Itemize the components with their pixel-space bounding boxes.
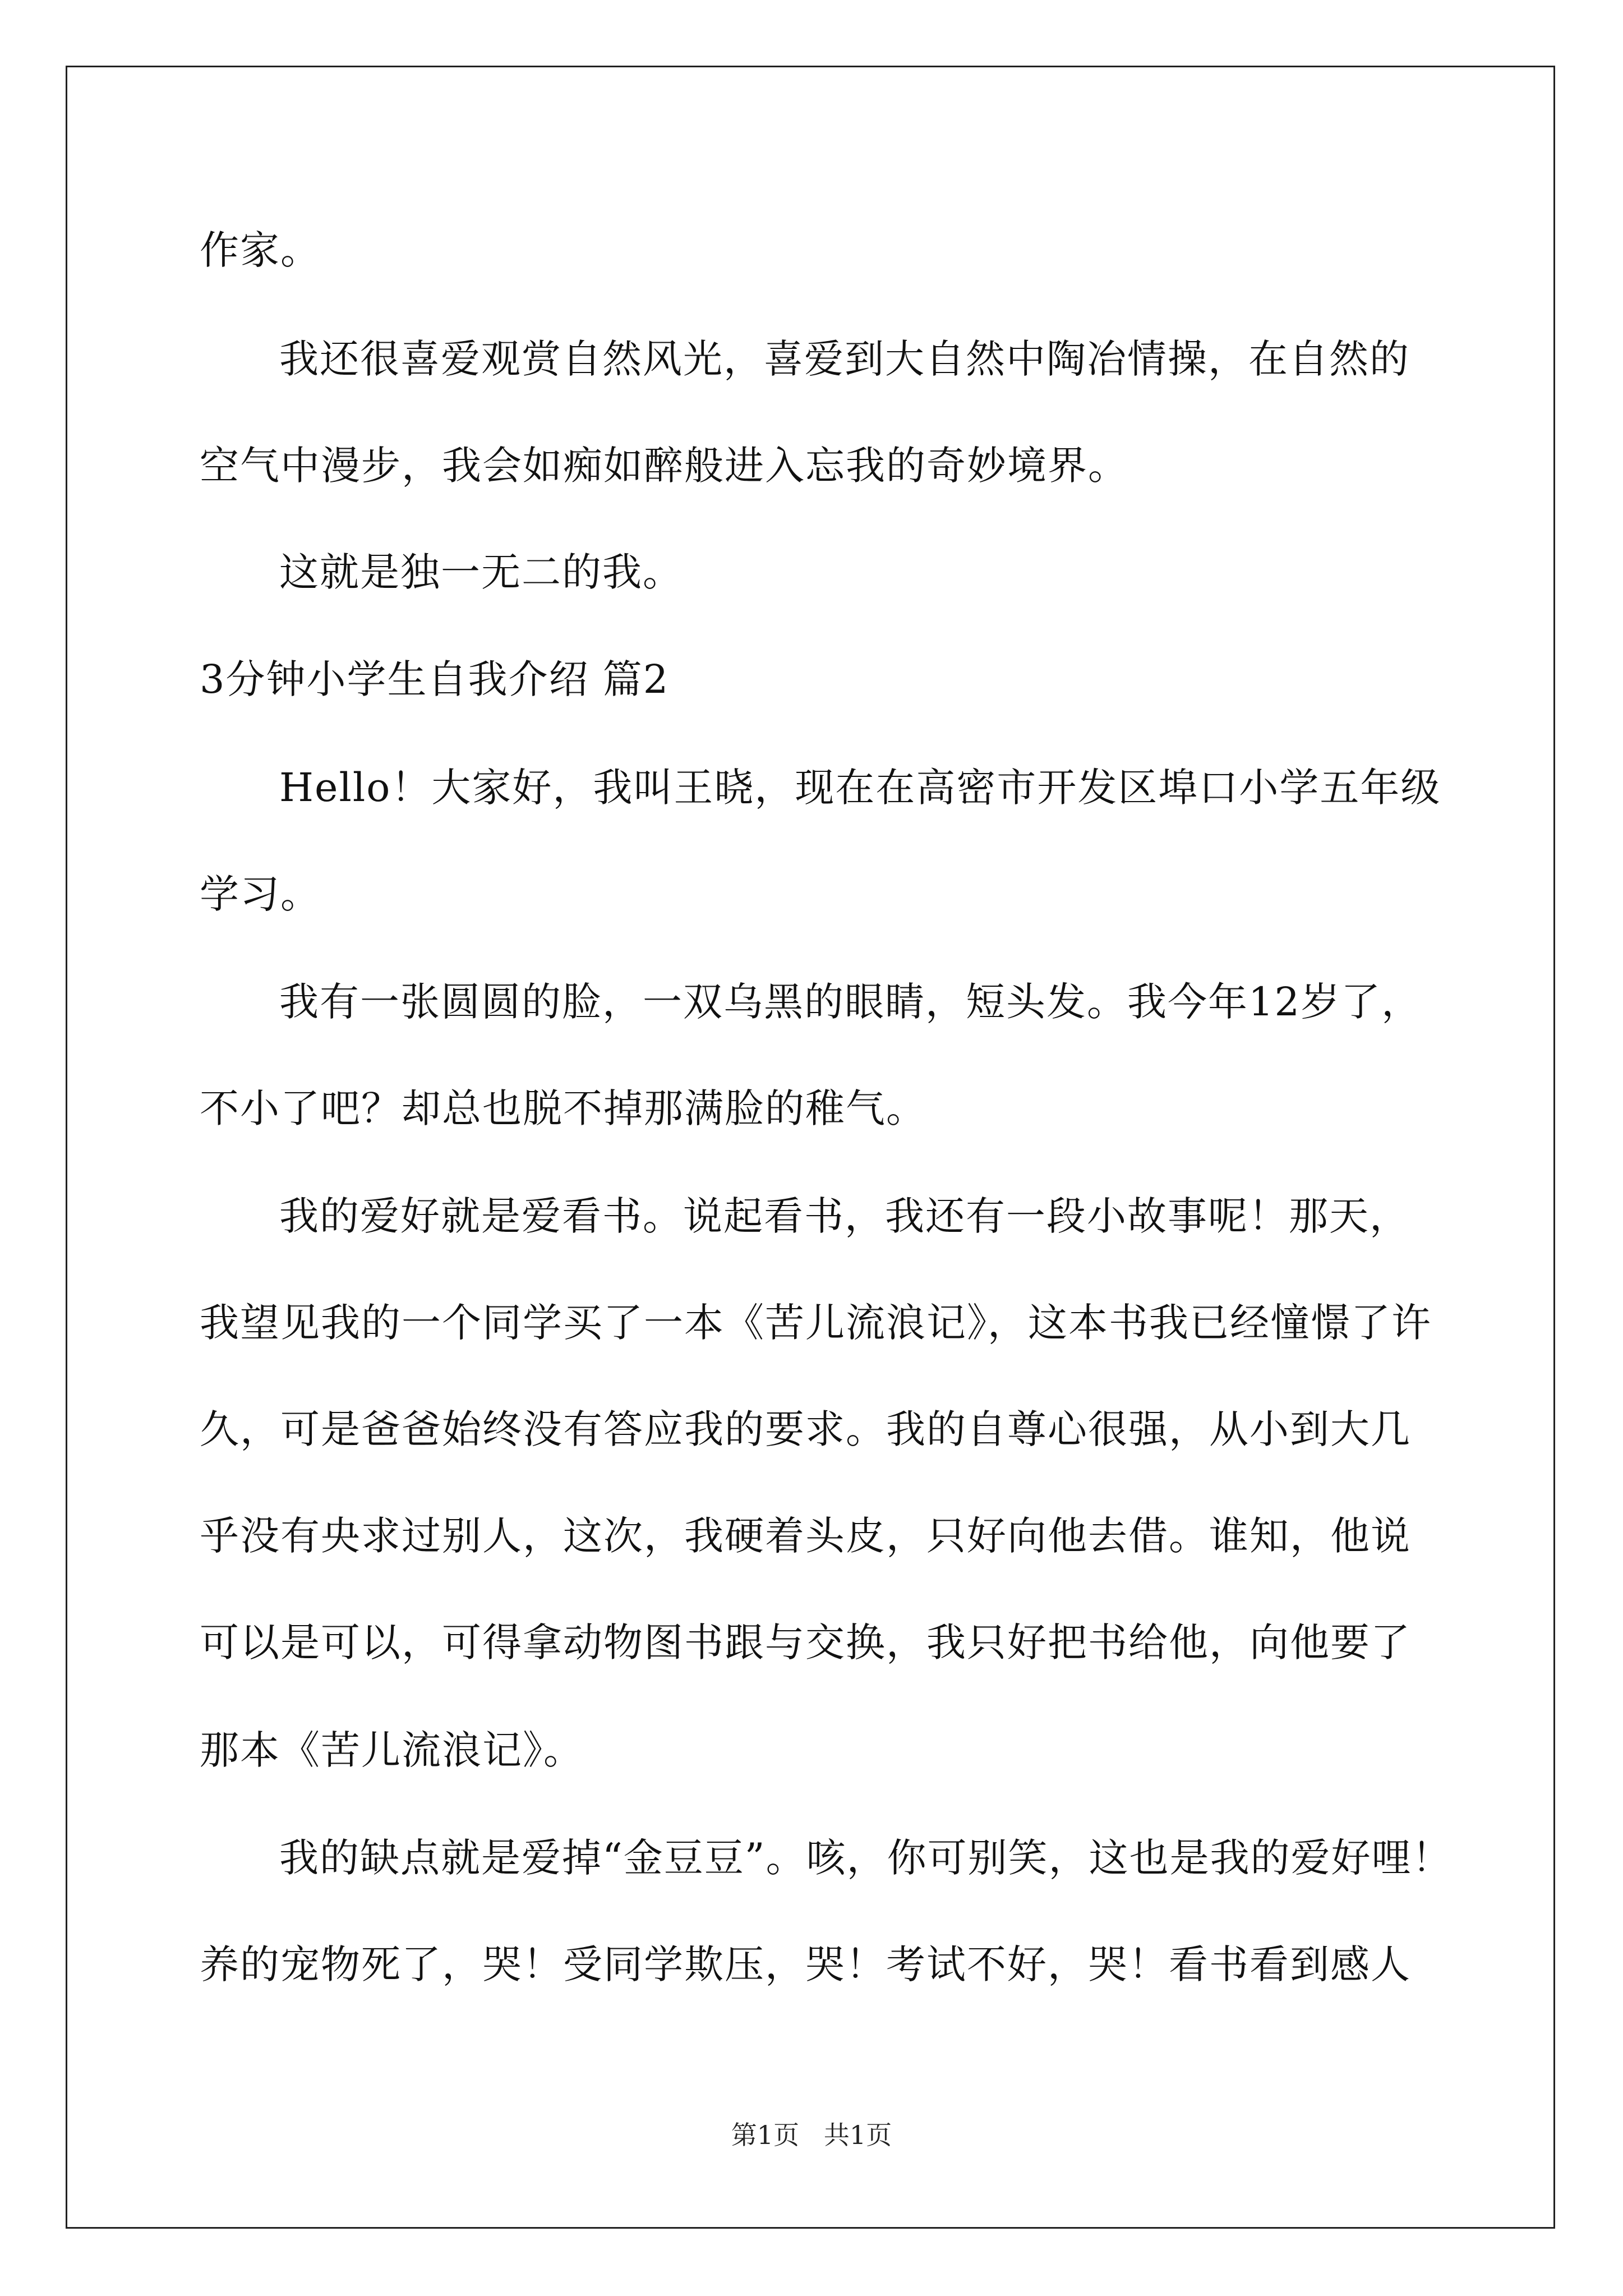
text-line: 可以是可以，可得拿动物图书跟与交换，我只好把书给他，向他要了: [200, 1619, 1411, 1665]
paragraph-line: 我的爱好就是爱看书。说起看书，我还有一段小故事呢！那天，: [279, 1193, 1410, 1239]
text-line: 不小了吧？却总也脱不掉那满脸的稚气。: [200, 1085, 926, 1131]
paragraph-line: 我还很喜爱观赏自然风光，喜爱到大自然中陶冶情操，在自然的: [279, 336, 1410, 382]
text-line: 空气中漫步，我会如痴如醉般进入忘我的奇妙境界。: [200, 443, 1128, 489]
text-line: 养的宠物死了，哭！受同学欺压，哭！考试不好，哭！看书看到感人: [200, 1941, 1411, 1987]
text-line: 学习。: [200, 871, 321, 917]
text-line: 那本《苦儿流浪记》。: [200, 1727, 584, 1773]
text-line: 乎没有央求过别人，这次，我硬着头皮，只好向他去借。谁知，他说: [200, 1513, 1411, 1559]
paragraph-line: 我的缺点就是爱掉“金豆豆”。咳，你可别笑，这也是我的爱好哩！: [279, 1835, 1453, 1881]
section-heading: 3分钟小学生自我介绍 篇2: [200, 656, 670, 702]
page-border: [66, 66, 1555, 2229]
paragraph-line: 我有一张圆圆的脸，一双乌黑的眼睛，短头发。我今年12岁了，: [279, 979, 1422, 1025]
text-line: 作家。: [200, 227, 321, 273]
page-footer: 第1页 共1页: [731, 2120, 892, 2150]
paragraph-line: Hello！大家好，我叫王晓，现在在高密市开发区埠口小学五年级: [279, 765, 1441, 811]
paragraph-line: 这就是独一无二的我。: [279, 549, 683, 595]
text-line: 我望见我的一个同学买了一本《苦儿流浪记》，这本书我已经憧憬了许: [200, 1300, 1432, 1346]
text-line: 久，可是爸爸始终没有答应我的要求。我的自尊心很强，从小到大几: [200, 1406, 1411, 1452]
